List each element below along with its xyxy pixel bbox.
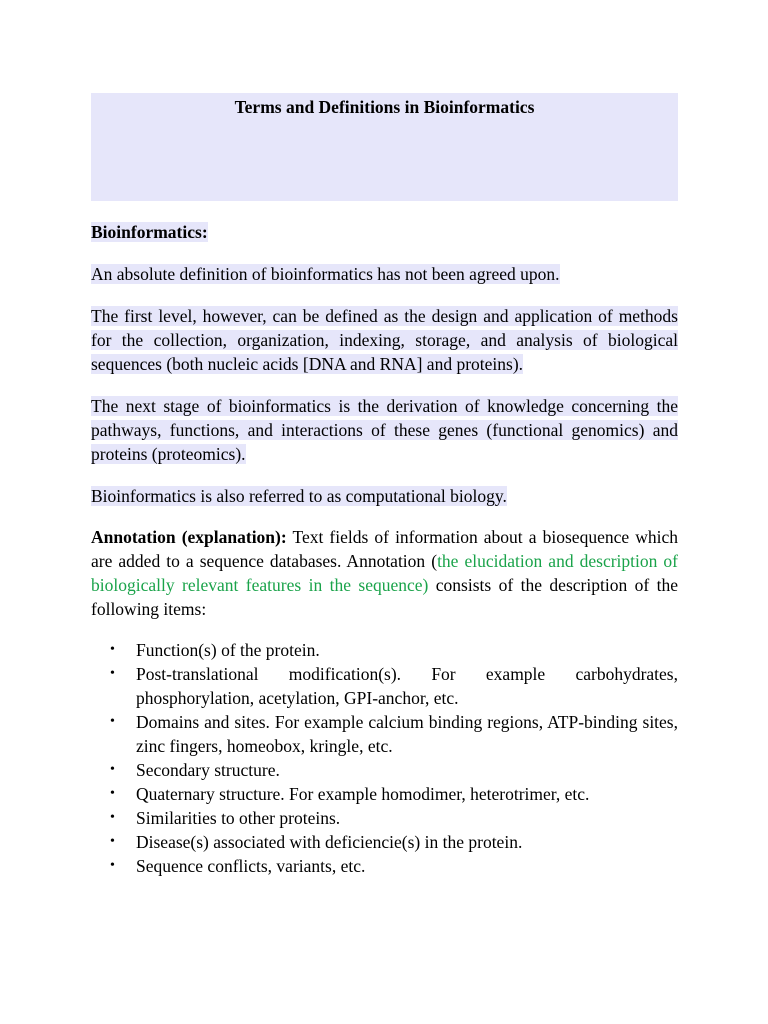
bullet-icon: •	[110, 786, 115, 801]
annotation-paragraph	[91, 525, 678, 621]
list-item	[91, 710, 678, 758]
list-item	[91, 830, 678, 854]
bullet-icon: •	[110, 666, 115, 681]
annotation-text-before: Text fields of information about a biosequence which are added to a sequence databases. Annotation (	[91, 527, 678, 571]
annotation-items-list	[91, 638, 678, 878]
list-item-text: Quaternary structure. For example homodimer, heterotrimer, etc.	[136, 784, 590, 804]
paragraph-first-level	[91, 304, 678, 376]
list-item	[91, 782, 678, 806]
list-item-text: Sequence conflicts, variants, etc.	[136, 856, 366, 876]
list-item-text: Domains and sites. For example calcium binding regions, ATP-binding sites, zinc fingers, homeobox, kringle, etc.	[136, 712, 678, 756]
paragraph-next-stage	[91, 394, 678, 466]
list-item	[91, 806, 678, 830]
annotation-term: Annotation (explanation):	[91, 527, 287, 547]
bullet-icon: •	[110, 834, 115, 849]
list-item	[91, 758, 678, 782]
paragraph-3-text: The next stage of bioinformatics is the derivation of knowledge concerning the pathways, functions, and interactions of these genes (functional genomics) and proteins (proteomics).	[91, 396, 678, 464]
paragraph-computational-biology	[91, 484, 678, 508]
title-box	[91, 93, 678, 201]
bullet-icon: •	[110, 762, 115, 777]
bullet-icon: •	[110, 642, 115, 657]
paragraph-4-text: Bioinformatics is also referred to as computational biology.	[91, 486, 507, 506]
section-heading	[91, 220, 678, 244]
document-title: Terms and Definitions in Bioinformatics	[234, 97, 535, 117]
annotation-green-text: the elucidation and description of biologically relevant features in the sequence)	[91, 551, 679, 595]
list-item	[91, 854, 678, 878]
list-item	[91, 662, 678, 710]
list-item-text: Secondary structure.	[136, 760, 280, 780]
list-item-text: Post-translational modification(s). For example carbohydrates, phosphorylation, acetylation, GPI-anchor, etc.	[136, 664, 678, 708]
document-page	[91, 93, 678, 878]
paragraph-1-text: An absolute definition of bioinformatics has not been agreed upon.	[91, 264, 560, 284]
list-item-text: Function(s) of the protein.	[136, 640, 320, 660]
bullet-icon: •	[110, 714, 115, 729]
bullet-icon: •	[110, 810, 115, 825]
list-item-text: Similarities to other proteins.	[136, 808, 341, 828]
section-heading-text: Bioinformatics:	[91, 222, 208, 242]
list-item	[91, 638, 678, 662]
paragraph-2-text: The first level, however, can be defined as the design and application of methods for the collection, organization, indexing, storage, and analysis of biological sequences (both nucleic acids [DNA and RNA] and proteins).	[91, 306, 678, 374]
list-item-text: Disease(s) associated with deficiencie(s) in the protein.	[136, 832, 523, 852]
paragraph-definition	[91, 262, 678, 286]
annotation-text-after: consists of the description of the following items:	[91, 575, 678, 619]
bullet-icon: •	[110, 858, 115, 873]
